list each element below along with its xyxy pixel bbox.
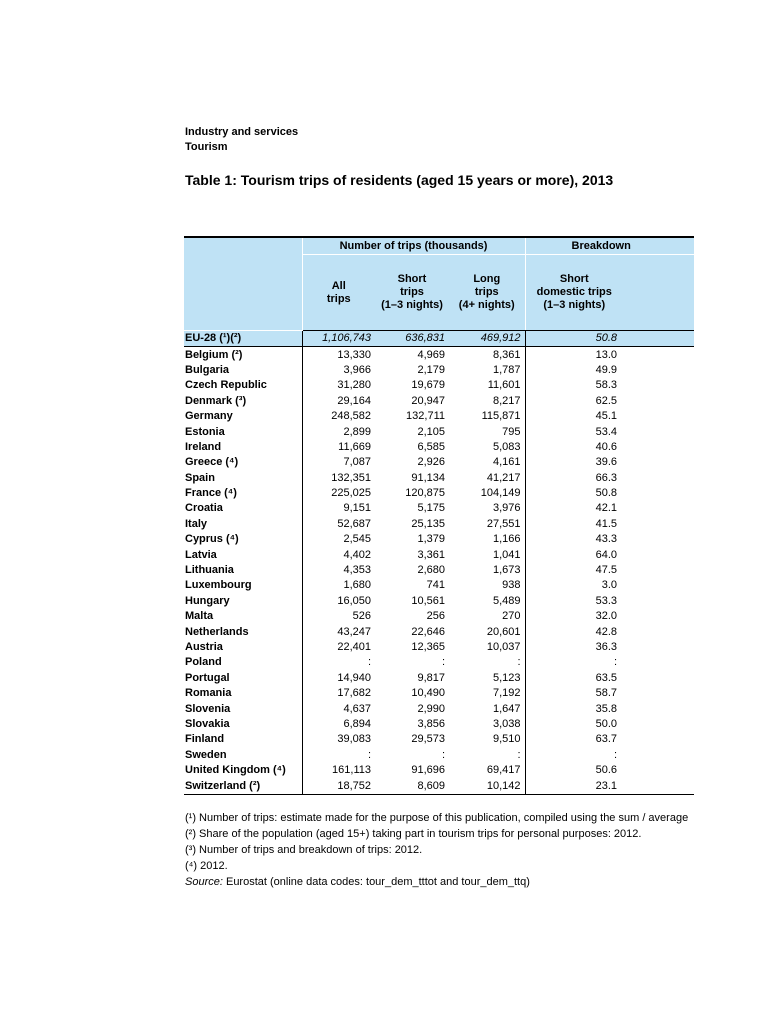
short-domestic-trips-cell: 58.3 <box>525 378 623 393</box>
country-cell: Greece (⁴) <box>184 455 302 470</box>
truncated-cell <box>623 455 694 470</box>
country-cell: Finland <box>184 732 302 747</box>
short-trips-cell: 636,831 <box>375 331 449 347</box>
short-domestic-trips-cell: 58.7 <box>525 686 623 701</box>
country-cell: Portugal <box>184 671 302 686</box>
long-trips-cell: 10,037 <box>486 641 521 653</box>
long-trips-cell: 1,166 <box>492 533 521 546</box>
long-trips-cell: 5,489 <box>492 594 521 607</box>
truncated-cell <box>623 701 694 716</box>
all-trips-cell: 16,050 <box>337 594 371 607</box>
truncated-cell <box>623 424 694 439</box>
all-trips-cell: 29,164 <box>337 394 371 407</box>
long-trips-cell: 5,123 <box>492 671 521 684</box>
all-trips-cell: 161,113 <box>332 764 371 777</box>
short-trips-cell: 22,646 <box>411 625 445 638</box>
short-trips-cell: 9,817 <box>417 671 445 684</box>
short-trips-cell: 29,573 <box>411 733 445 746</box>
all-trips-cell: 17,682 <box>337 687 371 700</box>
short-domestic-trips-cell: 40.6 <box>525 440 623 455</box>
short-trips-cell: 19,679 <box>411 379 445 392</box>
country-cell: Ireland <box>184 440 302 455</box>
short-trips-cell: : <box>441 656 445 669</box>
short-domestic-trips-cell: 36.3 <box>525 640 623 655</box>
truncated-cell <box>623 778 694 794</box>
long-trips-cell: 1,041 <box>492 548 521 561</box>
short-trips-column-header: Short trips (1–3 nights) <box>375 255 449 331</box>
country-cell: Austria <box>184 640 302 655</box>
short-trips-cell: 6,585 <box>417 440 445 453</box>
short-trips-cell: 2,105 <box>417 425 445 438</box>
table-row <box>184 563 694 578</box>
short-domestic-trips-cell: 42.8 <box>525 624 623 639</box>
short-trips-cell: 3,361 <box>417 548 445 561</box>
short-trips-cell: 8,609 <box>375 778 449 794</box>
table-row <box>184 655 694 670</box>
truncated-cell <box>623 686 694 701</box>
country-cell: Netherlands <box>184 624 302 639</box>
all-trips-cell: 526 <box>352 610 371 623</box>
section-heading <box>185 125 298 155</box>
short-domestic-trips-cell: 53.3 <box>525 594 623 609</box>
truncated-column-header <box>623 255 694 331</box>
truncated-cell <box>623 563 694 578</box>
table-row <box>184 609 694 624</box>
short-domestic-trips-cell: : <box>525 748 623 763</box>
country-cell: Bulgaria <box>184 363 302 378</box>
table-row <box>184 701 694 716</box>
long-trips-cell: 41,217 <box>486 471 521 484</box>
all-trips-cell: 18,752 <box>302 778 375 794</box>
country-cell: Hungary <box>184 594 302 609</box>
country-cell: Malta <box>184 609 302 624</box>
table-row <box>184 748 694 763</box>
long-trips-cell: 104,149 <box>480 487 521 500</box>
long-trips-cell: 3,038 <box>492 717 521 730</box>
country-cell: EU-28 (¹)(²) <box>184 331 302 347</box>
country-cell: France (⁴) <box>184 486 302 501</box>
country-cell: Germany <box>184 409 302 424</box>
all-trips-cell: 248,582 <box>331 410 371 423</box>
country-cell: Sweden <box>184 748 302 763</box>
truncated-cell <box>623 486 694 501</box>
truncated-cell <box>623 717 694 732</box>
table-row <box>184 671 694 686</box>
truncated-cell <box>623 671 694 686</box>
source-note <box>185 874 694 890</box>
short-domestic-trips-cell: 43.3 <box>525 532 623 547</box>
table-body <box>184 331 694 795</box>
long-trips-cell: 1,787 <box>492 363 521 376</box>
short-domestic-trips-cell: 49.9 <box>525 363 623 378</box>
short-domestic-trips-cell: 66.3 <box>525 471 623 486</box>
truncated-cell <box>623 578 694 593</box>
country-cell: Switzerland (²) <box>184 778 302 794</box>
all-trips-cell: 225,025 <box>331 487 371 500</box>
truncated-cell <box>623 347 694 363</box>
table-row <box>184 686 694 701</box>
footnote-4: (⁴) 2012. <box>185 860 228 872</box>
all-trips-cell: 2,545 <box>343 533 371 546</box>
table-row <box>184 547 694 562</box>
country-cell: Czech Republic <box>184 378 302 393</box>
short-domestic-trips-cell: 63.5 <box>525 671 623 686</box>
country-cell: Denmark (³) <box>184 394 302 409</box>
all-trips-cell: 39,083 <box>337 733 371 746</box>
country-column-header <box>184 237 302 331</box>
truncated-cell <box>623 655 694 670</box>
table-row <box>184 640 694 655</box>
truncated-cell <box>623 763 694 778</box>
truncated-cell <box>623 363 694 378</box>
short-trips-cell: 2,680 <box>417 564 445 577</box>
short-domestic-trips-column-header: Short domestic trips (1–3 nights) <box>525 255 623 331</box>
short-trips-cell: 5,175 <box>417 502 445 515</box>
long-trips-cell: : <box>517 656 521 669</box>
short-domestic-trips-cell: 23.1 <box>525 778 623 794</box>
footnotes <box>185 810 694 890</box>
short-trips-cell: 25,135 <box>411 517 445 530</box>
table-row <box>184 624 694 639</box>
long-trips-cell: 20,601 <box>486 625 521 638</box>
long-trips-cell: 10,142 <box>449 778 525 794</box>
table-row <box>184 763 694 778</box>
long-trips-cell: 795 <box>502 425 521 438</box>
long-trips-cell: 7,192 <box>492 687 521 700</box>
truncated-cell <box>623 331 694 347</box>
short-trips-cell: 2,179 <box>417 363 445 376</box>
truncated-cell <box>623 378 694 393</box>
table-row <box>184 578 694 593</box>
all-trips-cell: 7,087 <box>343 456 371 469</box>
truncated-cell <box>623 748 694 763</box>
long-trips-cell: 69,417 <box>486 764 521 777</box>
country-cell: Luxembourg <box>184 578 302 593</box>
all-trips-cell: 22,401 <box>337 641 371 653</box>
truncated-cell <box>623 624 694 639</box>
country-cell: Italy <box>184 517 302 532</box>
all-trips-cell: 31,280 <box>337 379 371 392</box>
truncated-cell <box>623 440 694 455</box>
long-trips-cell: 8,217 <box>492 394 521 407</box>
short-domestic-trips-cell: 50.0 <box>525 717 623 732</box>
long-trips-cell: : <box>517 748 521 761</box>
all-trips-cell: 6,894 <box>343 717 371 730</box>
table-row <box>184 486 694 501</box>
all-trips-cell: 4,402 <box>343 548 371 561</box>
truncated-cell <box>623 471 694 486</box>
short-trips-cell: 120,875 <box>405 487 445 500</box>
all-trips-cell: 4,637 <box>343 702 371 715</box>
table-row <box>184 440 694 455</box>
all-trips-cell: 1,106,743 <box>302 331 375 347</box>
source-label: Source: <box>185 876 223 888</box>
short-trips-cell: 1,379 <box>417 533 445 546</box>
long-trips-cell: 11,601 <box>487 379 521 392</box>
country-cell: Romania <box>184 686 302 701</box>
short-domestic-trips-cell: 42.1 <box>525 501 623 516</box>
short-domestic-trips-cell: 45.1 <box>525 409 623 424</box>
short-trips-cell: 4,969 <box>417 348 445 361</box>
country-cell: Latvia <box>184 547 302 562</box>
all-trips-cell: 13,330 <box>337 348 371 361</box>
all-trips-cell: 3,966 <box>343 363 371 376</box>
country-cell: Estonia <box>184 424 302 439</box>
all-trips-cell: : <box>367 656 371 669</box>
all-trips-cell: 2,899 <box>343 425 371 438</box>
short-domestic-trips-cell: 63.7 <box>525 732 623 747</box>
table-row <box>184 424 694 439</box>
all-trips-cell: 11,669 <box>338 440 371 453</box>
long-trips-cell: 9,510 <box>492 733 521 746</box>
long-trips-cell: 938 <box>502 579 521 592</box>
tourism-trips-table <box>184 236 694 795</box>
all-trips-cell: 4,353 <box>343 564 371 577</box>
table-row <box>184 378 694 393</box>
all-trips-cell: 43,247 <box>337 625 371 638</box>
all-trips-cell: 1,680 <box>343 579 371 592</box>
table-row <box>184 778 694 794</box>
short-domestic-trips-cell: 39.6 <box>525 455 623 470</box>
short-domestic-trips-cell: 47.5 <box>525 563 623 578</box>
country-cell: United Kingdom (⁴) <box>184 763 302 778</box>
truncated-cell <box>623 394 694 409</box>
short-trips-cell: 91,696 <box>411 764 445 777</box>
table-row <box>184 717 694 732</box>
short-trips-cell: 2,990 <box>417 702 445 715</box>
short-domestic-trips-cell: 35.8 <box>525 701 623 716</box>
long-trips-cell: 27,551 <box>486 517 521 530</box>
long-trips-cell: 3,976 <box>492 502 521 515</box>
table-row <box>184 532 694 547</box>
long-trips-cell: 5,083 <box>492 440 521 453</box>
table-row <box>184 594 694 609</box>
long-trips-cell: 4,161 <box>492 456 521 469</box>
table-row <box>184 517 694 532</box>
footnote-2: (²) Share of the population (aged 15+) taking part in tourism trips for personal purposes: 2012. <box>185 828 642 840</box>
short-domestic-trips-cell: 13.0 <box>525 347 623 363</box>
country-cell: Slovakia <box>184 717 302 732</box>
truncated-cell <box>623 532 694 547</box>
table-row <box>184 409 694 424</box>
table-row <box>184 501 694 516</box>
truncated-cell <box>623 547 694 562</box>
country-cell: Lithuania <box>184 563 302 578</box>
short-trips-cell: 256 <box>426 610 445 623</box>
long-trips-cell: 1,673 <box>492 564 521 577</box>
table-row <box>184 471 694 486</box>
country-cell: Slovenia <box>184 701 302 716</box>
truncated-cell <box>623 732 694 747</box>
long-trips-cell: 1,647 <box>492 702 521 715</box>
country-cell: Poland <box>184 655 302 670</box>
country-cell: Belgium (²) <box>184 347 302 363</box>
number-of-trips-group-header: Number of trips (thousands) <box>302 237 525 255</box>
section-category: Industry and services <box>185 126 299 138</box>
table-row <box>184 363 694 378</box>
short-domestic-trips-cell: 53.4 <box>525 424 623 439</box>
short-trips-cell: 741 <box>426 579 445 592</box>
long-trips-cell: 469,912 <box>449 331 525 347</box>
short-domestic-trips-cell: 50.8 <box>525 486 623 501</box>
table-row <box>184 455 694 470</box>
country-cell: Croatia <box>184 501 302 516</box>
short-trips-cell: 132,711 <box>406 410 445 423</box>
long-trips-cell: 115,871 <box>481 410 521 423</box>
short-domestic-trips-cell: 41.5 <box>525 517 623 532</box>
short-trips-cell: 10,490 <box>411 687 445 700</box>
short-trips-cell: 10,561 <box>411 594 445 607</box>
country-cell: Cyprus (⁴) <box>184 532 302 547</box>
country-cell: Spain <box>184 471 302 486</box>
breakdown-group-header: Breakdown <box>525 237 694 255</box>
truncated-cell <box>623 609 694 624</box>
table-row <box>184 347 694 363</box>
table-title: Table 1: Tourism trips of residents (aged 15 years or more), 2013 <box>185 172 614 188</box>
truncated-cell <box>623 594 694 609</box>
short-trips-cell: 3,856 <box>417 717 445 730</box>
table-row <box>184 394 694 409</box>
eu-total-row <box>184 331 694 347</box>
truncated-cell <box>623 501 694 516</box>
short-domestic-trips-cell: 3.0 <box>525 578 623 593</box>
all-trips-cell: 132,351 <box>331 471 371 484</box>
source-text: Eurostat (online data codes: tour_dem_tttot and tour_dem_ttq) <box>222 876 530 888</box>
long-trips-column-header: Long trips (4+ nights) <box>449 255 525 331</box>
all-trips-column-header: All trips <box>302 255 375 331</box>
short-trips-cell: 12,365 <box>411 641 445 653</box>
long-trips-cell: 8,361 <box>492 348 521 361</box>
all-trips-cell: 14,940 <box>337 671 371 684</box>
truncated-cell <box>623 409 694 424</box>
short-trips-cell: 91,134 <box>411 471 445 484</box>
short-domestic-trips-cell: 32.0 <box>525 609 623 624</box>
footnote-3: (³) Number of trips and breakdown of trips: 2012. <box>185 844 423 856</box>
short-domestic-trips-cell: 64.0 <box>525 547 623 562</box>
all-trips-cell: : <box>367 748 371 761</box>
all-trips-cell: 9,151 <box>343 502 371 515</box>
section-subcategory: Tourism <box>185 141 228 153</box>
short-domestic-trips-cell: 50.6 <box>525 763 623 778</box>
short-domestic-trips-cell: 50.8 <box>525 331 623 347</box>
short-domestic-trips-cell: : <box>525 655 623 670</box>
long-trips-cell: 270 <box>502 610 521 623</box>
short-trips-cell: 2,926 <box>417 456 445 469</box>
table-row <box>184 732 694 747</box>
short-trips-cell: 20,947 <box>411 394 445 407</box>
truncated-cell <box>623 640 694 655</box>
short-domestic-trips-cell: 62.5 <box>525 394 623 409</box>
truncated-cell <box>623 517 694 532</box>
header-group-row <box>184 237 694 255</box>
footnote-1: (¹) Number of trips: estimate made for the purpose of this publication, compiled using the sum / average <box>185 812 689 824</box>
all-trips-cell: 52,687 <box>337 517 371 530</box>
short-trips-cell: : <box>441 748 445 761</box>
table-viewport <box>184 236 694 796</box>
